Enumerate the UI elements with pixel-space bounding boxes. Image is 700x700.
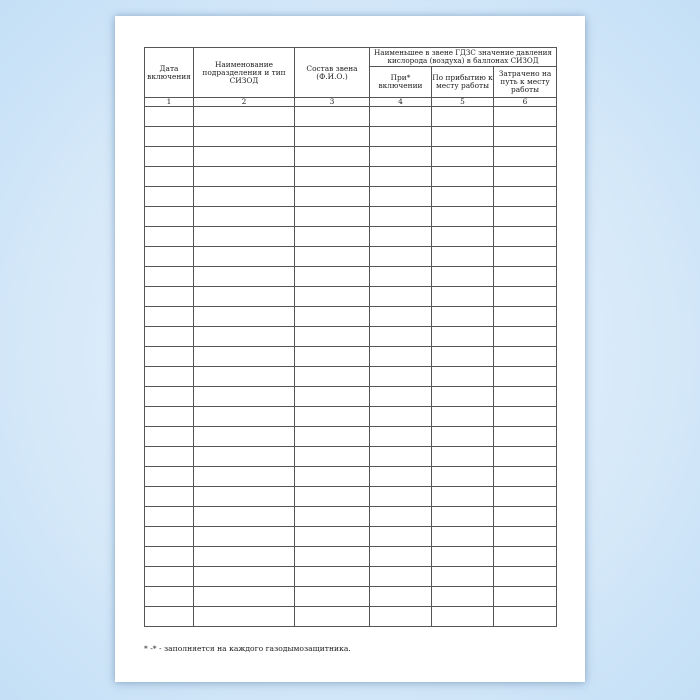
table-cell[interactable] bbox=[194, 587, 295, 607]
table-row bbox=[145, 467, 557, 487]
table-cell[interactable] bbox=[145, 587, 194, 607]
table-cell[interactable] bbox=[295, 447, 370, 467]
table-cell[interactable] bbox=[432, 387, 494, 407]
table-cell[interactable] bbox=[145, 327, 194, 347]
table-cell[interactable] bbox=[494, 467, 557, 487]
table-cell[interactable] bbox=[295, 587, 370, 607]
table-row bbox=[145, 187, 557, 207]
table-cell[interactable] bbox=[370, 607, 432, 627]
table-cell[interactable] bbox=[370, 427, 432, 447]
table-cell[interactable] bbox=[432, 107, 494, 127]
document-page bbox=[115, 16, 585, 682]
table-cell[interactable] bbox=[494, 167, 557, 187]
table-cell[interactable] bbox=[370, 407, 432, 427]
table-cell[interactable] bbox=[432, 607, 494, 627]
table-cell[interactable] bbox=[194, 267, 295, 287]
table-row bbox=[145, 507, 557, 527]
table-cell[interactable] bbox=[145, 167, 194, 187]
table-cell[interactable] bbox=[432, 167, 494, 187]
table-cell[interactable] bbox=[194, 227, 295, 247]
table-cell[interactable] bbox=[145, 527, 194, 547]
table-cell[interactable] bbox=[145, 247, 194, 267]
table-cell[interactable] bbox=[145, 347, 194, 367]
column-number: 1 bbox=[145, 98, 194, 107]
table-cell[interactable] bbox=[295, 407, 370, 427]
table-row bbox=[145, 547, 557, 567]
table-cell[interactable] bbox=[194, 407, 295, 427]
table-cell[interactable] bbox=[370, 147, 432, 167]
table-cell[interactable] bbox=[494, 567, 557, 587]
table-cell[interactable] bbox=[432, 367, 494, 387]
table-cell[interactable] bbox=[494, 527, 557, 547]
table-cell[interactable] bbox=[494, 587, 557, 607]
table-cell[interactable] bbox=[432, 587, 494, 607]
table-cell[interactable] bbox=[432, 287, 494, 307]
table-row bbox=[145, 447, 557, 467]
table-cell[interactable] bbox=[295, 327, 370, 347]
table-cell[interactable] bbox=[194, 567, 295, 587]
table-cell[interactable] bbox=[145, 487, 194, 507]
table-cell[interactable] bbox=[494, 107, 557, 127]
table-row bbox=[145, 107, 557, 127]
table-cell[interactable] bbox=[370, 547, 432, 567]
table-cell[interactable] bbox=[194, 527, 295, 547]
table-cell[interactable] bbox=[370, 367, 432, 387]
table-cell[interactable] bbox=[295, 147, 370, 167]
table-cell[interactable] bbox=[494, 447, 557, 467]
table-cell[interactable] bbox=[295, 507, 370, 527]
table-cell[interactable] bbox=[295, 547, 370, 567]
table-cell[interactable] bbox=[494, 127, 557, 147]
table-cell[interactable] bbox=[494, 507, 557, 527]
table-cell[interactable] bbox=[494, 247, 557, 267]
table-body bbox=[145, 107, 557, 627]
table-cell[interactable] bbox=[194, 147, 295, 167]
table-cell[interactable] bbox=[432, 507, 494, 527]
column-number: 6 bbox=[494, 98, 557, 107]
table-cell[interactable] bbox=[432, 247, 494, 267]
table-cell[interactable] bbox=[494, 607, 557, 627]
table-row bbox=[145, 407, 557, 427]
header-date: Дата включения bbox=[145, 48, 194, 98]
table-cell[interactable] bbox=[432, 547, 494, 567]
table-cell[interactable] bbox=[370, 207, 432, 227]
table-cell[interactable] bbox=[194, 507, 295, 527]
table-cell[interactable] bbox=[194, 427, 295, 447]
table-cell[interactable] bbox=[494, 547, 557, 567]
table-row bbox=[145, 267, 557, 287]
column-number: 3 bbox=[295, 98, 370, 107]
table-cell[interactable] bbox=[145, 107, 194, 127]
table-cell[interactable] bbox=[370, 107, 432, 127]
table-row bbox=[145, 487, 557, 507]
table-cell[interactable] bbox=[494, 427, 557, 447]
table-cell[interactable] bbox=[494, 227, 557, 247]
table-cell[interactable] bbox=[194, 547, 295, 567]
column-number: 5 bbox=[432, 98, 494, 107]
table-cell[interactable] bbox=[145, 407, 194, 427]
table-cell[interactable] bbox=[370, 507, 432, 527]
table-cell[interactable] bbox=[145, 287, 194, 307]
table-row bbox=[145, 587, 557, 607]
table-cell[interactable] bbox=[194, 247, 295, 267]
table-cell[interactable] bbox=[432, 127, 494, 147]
table-row bbox=[145, 167, 557, 187]
table-cell[interactable] bbox=[295, 227, 370, 247]
table-cell[interactable] bbox=[194, 347, 295, 367]
table-cell[interactable] bbox=[194, 487, 295, 507]
table-cell[interactable] bbox=[370, 527, 432, 547]
column-number: 4 bbox=[370, 98, 432, 107]
table-row bbox=[145, 227, 557, 247]
table-cell[interactable] bbox=[295, 247, 370, 267]
table-cell[interactable] bbox=[432, 527, 494, 547]
table-cell[interactable] bbox=[432, 147, 494, 167]
table-cell[interactable] bbox=[494, 327, 557, 347]
table-row bbox=[145, 127, 557, 147]
table-cell[interactable] bbox=[194, 207, 295, 227]
table-cell[interactable] bbox=[432, 467, 494, 487]
table-cell[interactable] bbox=[494, 307, 557, 327]
table-cell[interactable] bbox=[370, 487, 432, 507]
table-cell[interactable] bbox=[145, 607, 194, 627]
table-cell[interactable] bbox=[194, 367, 295, 387]
table-cell[interactable] bbox=[295, 127, 370, 147]
table-cell[interactable] bbox=[370, 327, 432, 347]
table-cell[interactable] bbox=[194, 327, 295, 347]
table-cell[interactable] bbox=[432, 307, 494, 327]
table-cell[interactable] bbox=[145, 207, 194, 227]
table-cell[interactable] bbox=[145, 187, 194, 207]
table-cell[interactable] bbox=[494, 147, 557, 167]
table-cell[interactable] bbox=[432, 487, 494, 507]
table-cell[interactable] bbox=[370, 167, 432, 187]
table-cell[interactable] bbox=[370, 247, 432, 267]
table-cell[interactable] bbox=[295, 367, 370, 387]
table-cell[interactable] bbox=[432, 267, 494, 287]
header-unit: Наименование подразделения и тип СИЗОД bbox=[194, 48, 295, 98]
table-cell[interactable] bbox=[494, 407, 557, 427]
table-cell[interactable] bbox=[494, 347, 557, 367]
table-cell[interactable] bbox=[145, 267, 194, 287]
table-cell[interactable] bbox=[432, 327, 494, 347]
table-cell[interactable] bbox=[432, 427, 494, 447]
table-row bbox=[145, 567, 557, 587]
table-cell[interactable] bbox=[370, 267, 432, 287]
table-cell[interactable] bbox=[432, 447, 494, 467]
table-cell[interactable] bbox=[145, 507, 194, 527]
header-crew: Состав звена (Ф.И.О.) bbox=[295, 48, 370, 98]
table-row bbox=[145, 527, 557, 547]
header-spent: Затрачено на путь к месту работы bbox=[494, 67, 557, 98]
table-cell[interactable] bbox=[295, 107, 370, 127]
table-row bbox=[145, 327, 557, 347]
table-cell[interactable] bbox=[432, 407, 494, 427]
table-cell[interactable] bbox=[295, 427, 370, 447]
table-cell[interactable] bbox=[494, 207, 557, 227]
table-cell[interactable] bbox=[370, 447, 432, 467]
table-row bbox=[145, 307, 557, 327]
table-cell[interactable] bbox=[494, 367, 557, 387]
table-cell[interactable] bbox=[295, 167, 370, 187]
table-cell[interactable] bbox=[494, 187, 557, 207]
table-cell[interactable] bbox=[494, 487, 557, 507]
table-cell[interactable] bbox=[194, 307, 295, 327]
table-cell[interactable] bbox=[295, 567, 370, 587]
table-cell[interactable] bbox=[295, 467, 370, 487]
table-cell[interactable] bbox=[194, 107, 295, 127]
table-cell[interactable] bbox=[145, 307, 194, 327]
table-cell[interactable] bbox=[194, 387, 295, 407]
table-cell[interactable] bbox=[145, 567, 194, 587]
table-row bbox=[145, 147, 557, 167]
table-cell[interactable] bbox=[194, 187, 295, 207]
table-cell[interactable] bbox=[432, 567, 494, 587]
table-cell[interactable] bbox=[145, 547, 194, 567]
footnote: * -* - заполняется на каждого газодымозащитника. bbox=[144, 644, 351, 653]
table-cell[interactable] bbox=[370, 127, 432, 147]
table-row bbox=[145, 247, 557, 267]
table-cell[interactable] bbox=[295, 487, 370, 507]
table-cell[interactable] bbox=[432, 227, 494, 247]
table-cell[interactable] bbox=[295, 267, 370, 287]
table-cell[interactable] bbox=[494, 267, 557, 287]
table-cell[interactable] bbox=[494, 287, 557, 307]
table-cell[interactable] bbox=[194, 607, 295, 627]
table-cell[interactable] bbox=[370, 307, 432, 327]
table-row bbox=[145, 367, 557, 387]
table-cell[interactable] bbox=[194, 287, 295, 307]
table-cell[interactable] bbox=[494, 387, 557, 407]
table-row bbox=[145, 607, 557, 627]
table-cell[interactable] bbox=[145, 367, 194, 387]
header-pressure-group: Наименьшее в звене ГДЗС значение давления кислорода (воздуха) в баллонах СИЗОД bbox=[370, 48, 557, 67]
table-cell[interactable] bbox=[432, 347, 494, 367]
table-cell[interactable] bbox=[295, 527, 370, 547]
table-cell[interactable] bbox=[295, 187, 370, 207]
table-cell[interactable] bbox=[370, 387, 432, 407]
gdzs-log-table bbox=[144, 47, 557, 627]
table-cell[interactable] bbox=[295, 207, 370, 227]
table-cell[interactable] bbox=[194, 467, 295, 487]
table-cell[interactable] bbox=[145, 227, 194, 247]
table-cell[interactable] bbox=[370, 187, 432, 207]
table-row bbox=[145, 427, 557, 447]
table-cell[interactable] bbox=[145, 427, 194, 447]
table-cell[interactable] bbox=[370, 287, 432, 307]
column-number: 2 bbox=[194, 98, 295, 107]
table-cell[interactable] bbox=[145, 127, 194, 147]
table-cell[interactable] bbox=[295, 387, 370, 407]
table-cell[interactable] bbox=[370, 587, 432, 607]
table-row bbox=[145, 287, 557, 307]
table-cell[interactable] bbox=[370, 467, 432, 487]
table-cell[interactable] bbox=[295, 287, 370, 307]
table-row bbox=[145, 347, 557, 367]
table-row bbox=[145, 387, 557, 407]
table-cell[interactable] bbox=[432, 187, 494, 207]
table-cell[interactable] bbox=[145, 467, 194, 487]
table-cell[interactable] bbox=[295, 307, 370, 327]
table-cell[interactable] bbox=[194, 167, 295, 187]
table-cell[interactable] bbox=[194, 447, 295, 467]
table-cell[interactable] bbox=[145, 447, 194, 467]
table-cell[interactable] bbox=[370, 227, 432, 247]
table-cell[interactable] bbox=[145, 147, 194, 167]
header-on-arrival: По прибытию к месту работы bbox=[432, 67, 494, 98]
table-cell[interactable] bbox=[194, 127, 295, 147]
table-cell[interactable] bbox=[295, 347, 370, 367]
table-cell[interactable] bbox=[370, 567, 432, 587]
table-cell[interactable] bbox=[295, 607, 370, 627]
header-on-start: При* включении bbox=[370, 67, 432, 98]
table-cell[interactable] bbox=[370, 347, 432, 367]
table-cell[interactable] bbox=[145, 387, 194, 407]
table-cell[interactable] bbox=[432, 207, 494, 227]
column-numbers-row bbox=[145, 98, 557, 107]
table-row bbox=[145, 207, 557, 227]
